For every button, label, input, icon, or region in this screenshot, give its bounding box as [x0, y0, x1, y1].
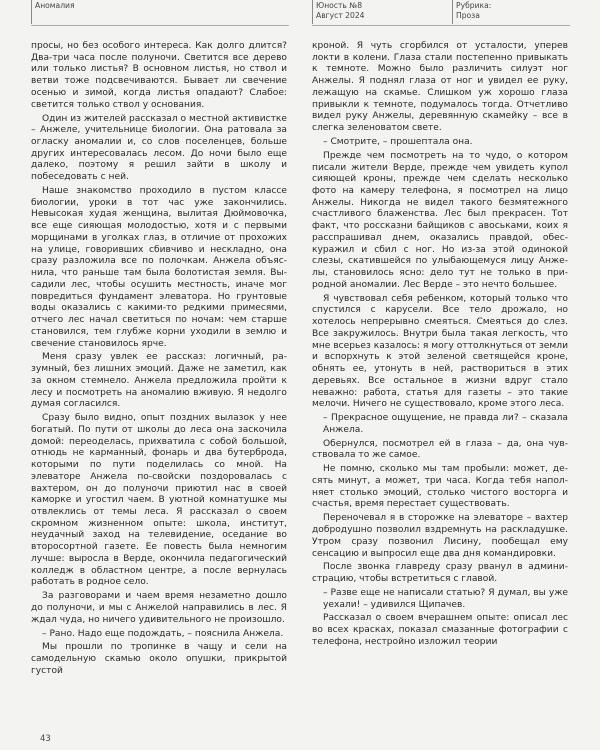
left-text-column [31, 41, 287, 680]
paragraph: Наше знакомство проходило в пустом классе биологии, уроки в тот час уже закончились. Невысокая худая женщина, вылитая Дюймовочка, все еще сияющая молодостью, хотя и с первыми морщинами в уголках глаз, в отличие от прохожих на улице, говоривших сбивчиво и нескладно, она сразу разложила все по полочкам. Анжела объяснила, что раньше там была болотистая земля. Высадили лес, чтобы осушить местность, иначе мог повредиться фундамент элеватора. Но грунтовые воды оказались с какими-то редкими примесями, отчего лес начал светиться по ночам: чем старше становился, тем глубже корни уходили в землю и свечение становилось ярче. [31, 186, 287, 349]
paragraph: Меня сразу увлек ее рассказ: логичный, разумный, без лишних эмоций. Даже не заметил, как за окном стемнело. Анжела предложила пройти к лесу и посмотреть на аномалию вживую. Я недолго думая согласился. [31, 352, 287, 410]
paragraph: Переночевал я в сторожке на элеваторе – вахтер добродушно позволил вздремнуть на раскладушке. Утром сразу позвонил Лисину, пообещал ему сенсацию и выпросил еще два дня командировки. [312, 513, 568, 559]
header-rule [31, 25, 289, 26]
header-rubric [456, 1, 491, 20]
paragraph: Не помню, сколько мы там пробыли: может, десять минут, а может, три часа. Когда тебя наполняет столько эмоций, столько чистого восторга и счастья, время перестает существовать. [312, 464, 568, 510]
paragraph: Мы прошли по тропинке в чащу и сели на самодельную скамью около опушки, прикрытой густой [31, 642, 287, 676]
header-rubric-value: Проза [456, 10, 480, 20]
paragraph: После звонка главреду сразу рванул в администрацию, чтобы встретиться с главой. [312, 562, 568, 585]
dialogue-line: – Рано. Надо еще подождать, – пояснила Анжела. [42, 628, 284, 639]
right-text-column [312, 41, 568, 651]
dialogue-line: – Разве еще не написали статью? Я думал, вы уже уехали! – удивился Щипачев. [323, 587, 568, 610]
paragraph: Один из жителей рассказал о местной активистке – Анжеле, учительнице биологии. Она ратовала за огласку аномалии и, со слов поселенцев, больше других интересовалась лесом. До ночи было еще далеко, поэтому я решил зайти в школу и побеседовать с ней. [31, 113, 287, 183]
dialogue-line: – Смотрите, – прошептала она. [323, 136, 473, 147]
header-divider [31, 0, 32, 24]
paragraph: Прежде чем посмотреть на то чудо, о котором писали жители Верде, прежде чем увидеть купол сияющей кроны, прежде чем сделать несколько фото на камеру телефона, я посмотрел на лицо Анжелы. Никогда не видел такого безмятежного счастливого блаженства. Лес был прекрасен. Тот факт, что россказни байщиков с авоськами, коих я расспрашивал днем, оказались правдой, обескуражил и сбил с ног. Но из-за этой одинокой слезы, скатившейся по улыбающемуся лицу Анжелы, становилось ясно: дело тут не только в природной аномалии. Лес Верде – это нечто большее. [312, 150, 568, 290]
header-divider [452, 0, 453, 24]
paragraph: просы, но без особого интереса. Как долго длится? Два-три часа после полуночи. Светится все дерево или только листья? В основном листья, но ствол и ветви тоже подсвечиваются. Бывает ли свечение осенью и зимой, когда листья опадают? Слабое: светится только ствол у основания. [31, 41, 287, 110]
page-number: 43 [40, 734, 51, 744]
paragraph: кроной. Я чуть сгорбился от усталости, уперев локти в колени. Глаза стали постепенно привыкать к темноте. Можно было различить силуэт ног Анжелы. Я поднял глаза от ног и увидел ее руку, лежащую на скамье. Слишком уж хорошо глаза привыкли к темноте, подумалось тогда. Отчетливо видел руку Анжелы, деревянную скамейку – все в слегка зеленоватом свете. [312, 41, 568, 134]
running-header [0, 0, 600, 30]
header-section: Аномалия [35, 1, 75, 10]
paragraph: Я чувствовал себя ребенком, который только что спустился с карусели. Все тело дрожало, но хотелось непрерывно смеяться. Смеяться до слез. Все закружилось. Внутри была такая легкость, что мне всерьез казалось: я могу оттолкнуться от земли и вспорхнуть к этой зеленой светящейся кроне, обнять ее, утонуть в ней, раствориться в этих деревьях. Все остальное в жизни вдруг стало неважно: работа, статья для газеты – это такие мелочи. Ничего не существовало, кроме этого леса. [312, 293, 568, 410]
header-rule [312, 25, 570, 26]
dialogue-line: – Прекрасное ощущение, не правда ли? – сказала Анжела. [323, 413, 568, 435]
header-divider [312, 0, 313, 24]
paragraph: Рассказал о своем вчерашнем опыте: описал лес во всех красках, показал смазанные фотографии с телефона, нестройно изложил теории [312, 613, 568, 647]
header-magazine: Юность №8 [316, 1, 363, 10]
paragraph: Обернулся, посмотрел ей в глаза – да, она чувствовала то же самое. [312, 438, 568, 461]
paragraph: За разговорами и чаем время незаметно дошло до полуночи, и мы с Анжелой направились в лес. Я ждал чуда, но ничего удивительного не произошло. [31, 591, 287, 625]
paragraph: Сразу было видно, опыт поздних вылазок у нее богатый. По пути от школы до леса она заскочила домой: переоделась, прихватила с собой большой, отнюдь не карманный, фонарь и два бутерброда, которыми по пути поделилась со мной. На элеваторе Анжела по-свойски поздоровалась с вахтером, он до полуночи приютил нас в своей каморке и угостил чаем. В уютной комнатушке мы отвлеклись от темы леса. Я рассказал о своем скромном жизненном опыте: школа, институт, неудачный заход на телевидение, оседание во второсортной газете. Ее повесть была немногим лучше: выросла в Верде, окончила педагогический колледж в областном центре, а после вернулась работать в родное село. [31, 413, 287, 588]
header-issue [316, 1, 365, 20]
header-issue-date: Август 2024 [316, 10, 365, 20]
header-rubric-label: Рубрика: [456, 1, 492, 10]
